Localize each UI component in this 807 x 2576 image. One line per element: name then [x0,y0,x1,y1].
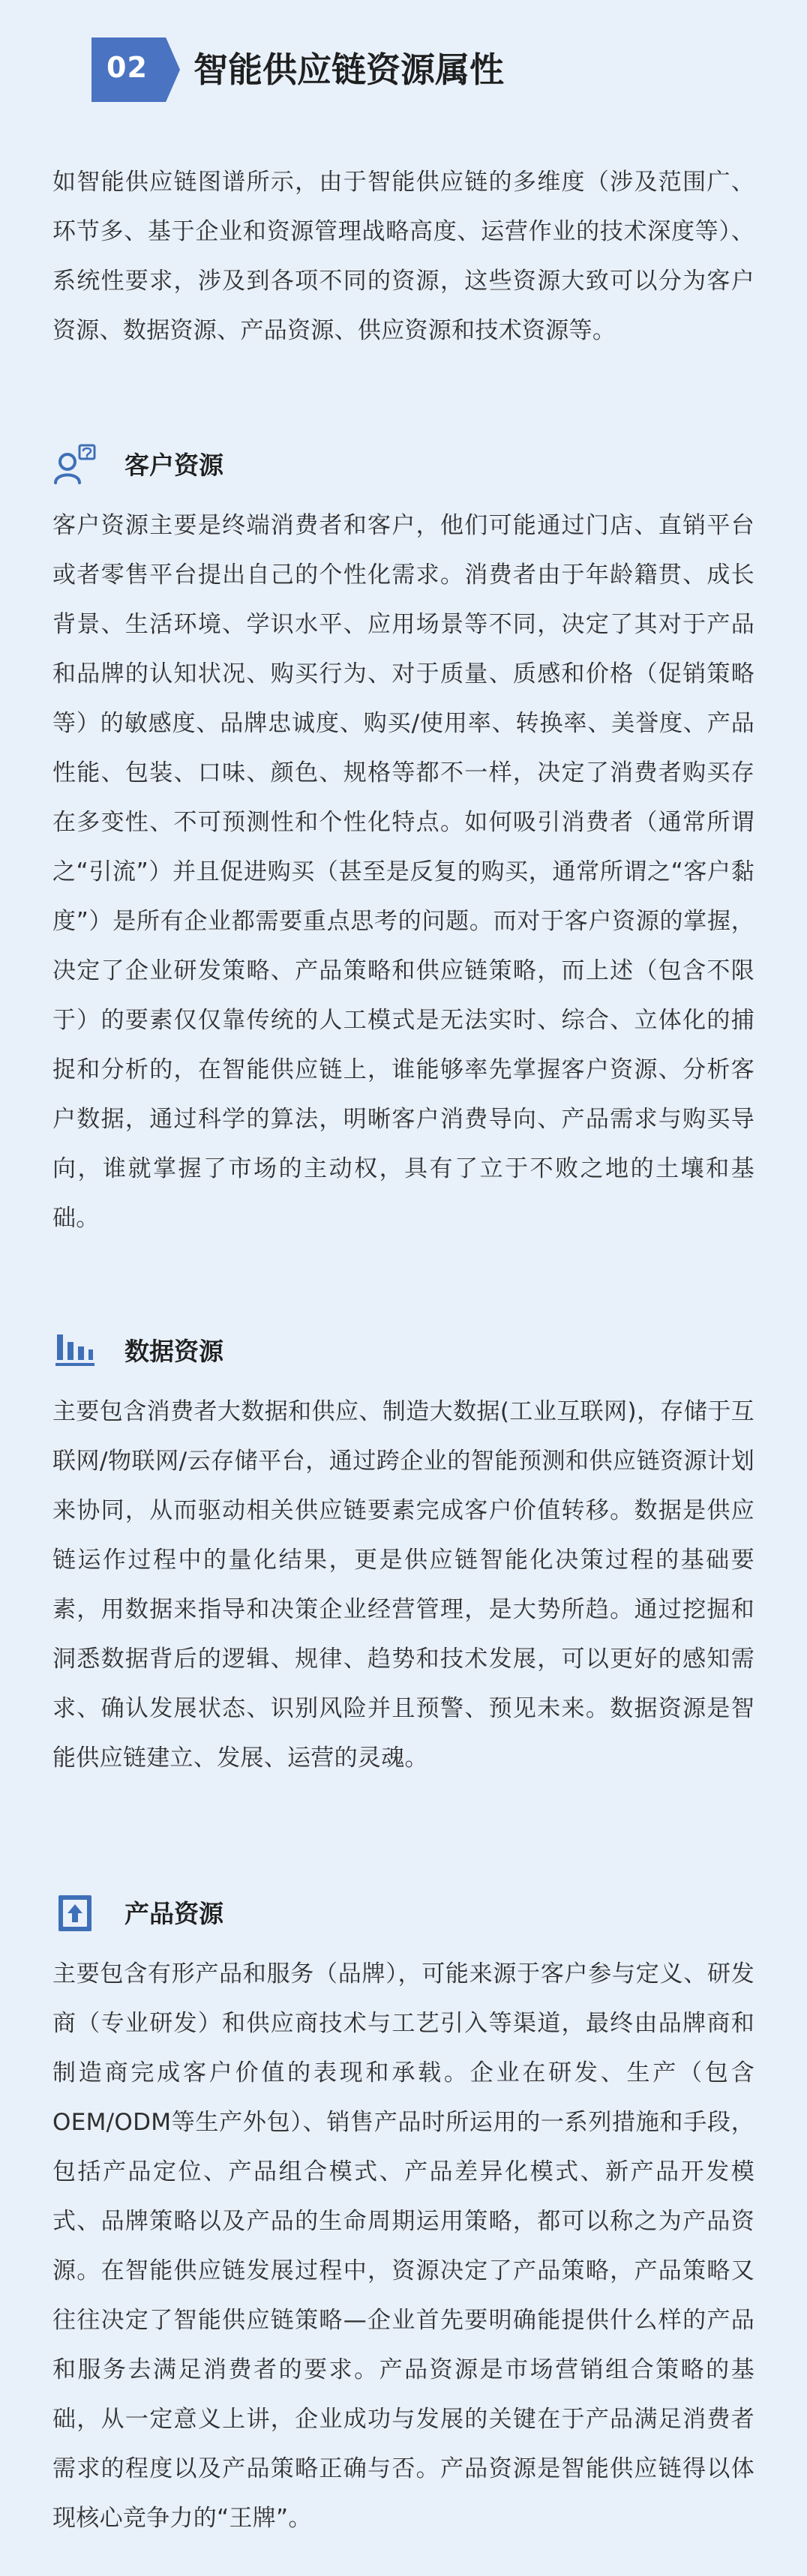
section-heading-row [52,1319,754,1382]
user-question-icon [52,442,98,487]
section-body: 客户资源主要是终端消费者和客户，他们可能通过门店、直销平台或者零售平台提出自己的个性化需求。消费者由于年龄籍贯、成长背景、生活环境、学识水平、应用场景等不同，决定了其对于产品和品牌的认知状况、购买行为、对于质量、质感和价格（促销策略等）的敏感度、品牌忠诚度、购买/使用率、转换率、美誉度、产品性能、包装、口味、颜色、规格等都不一样，决定了消费者购买存在多变性、不可预测性和个性化特点。如何吸引消费者（通常所谓之“引流”）并且促进购买（甚至是反复的购买，通常所谓之“客户黏度”）是所有企业都需要重点思考的问题。而对于客户资源的掌握，决定了企业研发策略、产品策略和供应链策略，而上述（包含不限于）的要素仅仅靠传统的人工模式是无法实时、综合、立体化的捕捉和分析的，在智能供应链上，谁能够率先掌握客户资源、分析客户数据，通过科学的算法，明晰客户消费导向、产品需求与购买导向，谁就掌握了市场的主动权，具有了立于不败之地的土壤和基础。 [52,512,754,1232]
section-title: 产品资源 [124,1898,224,1928]
section-body: 主要包含有形产品和服务（品牌），可能来源于客户参与定义、研发商（专业研发）和供应商技术与工艺引入等渠道，最终由品牌商和制造商完成客户价值的表现和承载。企业在研发、生产（包含OEM/ODM等生产外包）、销售产品时所运用的一系列措施和手段，包括产品定位、产品组合模式、产品差异化模式、新产品开发模式、品牌策略以及产品的生命周期运用策略，都可以称之为产品资源。在智能供应链发展过程中，资源决定了产品策略，产品策略又往往决定了智能供应链策略—企业首先要明确能提供什么样的产品和服务去满足消费者的要求。产品资源是市场营销组合策略的基础，从一定意义上讲，企业成功与发展的关键在于产品满足消费者需求的程度以及产品策略正确与否。产品资源是智能供应链得以体现核心竞争力的“王牌”。 [52,1960,754,2532]
data-resource-section [52,1319,754,1783]
intro-paragraph: 如智能供应链图谱所示，由于智能供应链的多维度（涉及范围广、环节多、基于企业和资源管理战略高度、运营作业的技术深度等）、系统性要求，涉及到各项不同的资源，这些资源大致可以分为客户资源、数据资源、产品资源、供应资源和技术资源等。 [52,169,754,344]
section-title: 客户资源 [124,450,224,480]
section-title: 数据资源 [124,1336,224,1366]
page-title: 智能供应链资源属性 [194,49,504,90]
section-body: 主要包含消费者大数据和供应、制造大数据(工业互联网)，存储于互联网/物联网/云存储平台，通过跨企业的智能预测和供应链资源计划来协同，从而驱动相关供应链要素完成客户价值转移。数据是供应链运作过程中的量化结果，更是供应链智能化决策过程的基础要素，用数据来指导和决策企业经营管理，是大势所趋。通过挖掘和洞悉数据背后的逻辑、规律、趋势和技术发展，可以更好的感知需求、确认发展状态、识别风险并且预警、预见未来。数据资源是智能供应链建立、发展、运营的灵魂。 [52,1398,754,1772]
section-heading-row [52,1882,754,1945]
customer-resource-section [52,433,754,1243]
section-header [92,37,504,102]
section-number: 02 [106,51,148,84]
section-heading-row [52,433,754,496]
section-number-badge [92,37,180,102]
bar-chart-icon [52,1328,98,1373]
product-resource-section [52,1882,754,2543]
product-upload-icon [52,1891,98,1936]
